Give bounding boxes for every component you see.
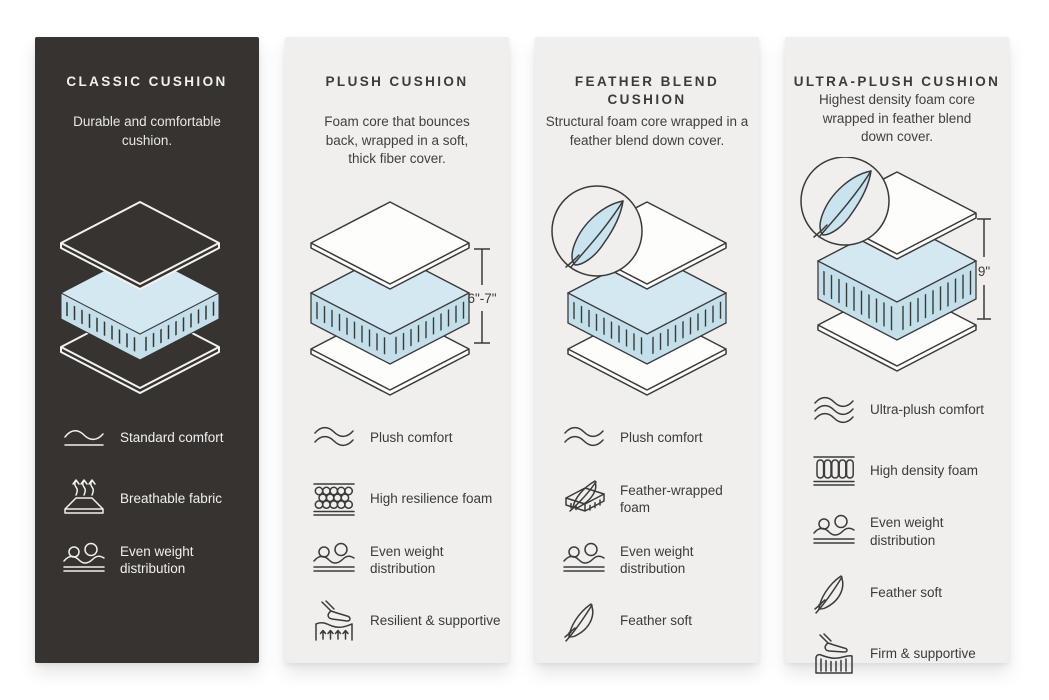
- feather-soft-icon: [561, 600, 607, 642]
- feature-row: [61, 539, 255, 581]
- cushion-diagram: [285, 185, 509, 405]
- feather-soft-icon: [811, 572, 857, 614]
- ultra-plush-comfort-icon: [811, 389, 857, 431]
- feature-row: [61, 478, 255, 520]
- feature-label: Firm & supportive: [870, 645, 976, 661]
- card-title: ULTRA-PLUSH CUSHION: [793, 74, 1001, 89]
- feature-label: Feather soft: [620, 613, 693, 629]
- resilient-supportive-icon: [311, 600, 357, 642]
- cushion-height-label: 6"-7": [467, 291, 497, 306]
- feature-label: Feather-wrapped foam: [620, 482, 723, 515]
- feature-list: [35, 417, 259, 581]
- feather-badge: [801, 157, 889, 245]
- cushion-diagram-with-feather: [535, 185, 759, 405]
- feature-label: Even weight distribution: [620, 543, 694, 576]
- feature-row: [311, 539, 505, 581]
- feature-label: Standard comfort: [120, 430, 224, 446]
- feature-label: Feather soft: [870, 584, 943, 600]
- feature-label: Plush comfort: [370, 430, 453, 446]
- card-classic-cushion: [35, 37, 259, 663]
- firm-supportive-icon: [811, 633, 857, 675]
- card-description: Structural foam core wrapped in a feather blend down cover.: [545, 114, 749, 148]
- feature-row: [61, 417, 255, 459]
- card-title: CLASSIC CUSHION: [66, 74, 228, 89]
- feature-row: [811, 450, 1005, 492]
- high-resilience-foam-icon: [311, 478, 357, 520]
- feature-label: Resilient & supportive: [370, 613, 501, 629]
- cushion-diagram-dark: [35, 185, 259, 405]
- feature-row: [811, 633, 1005, 675]
- feature-row: [311, 478, 505, 520]
- high-density-foam-icon: [811, 450, 857, 492]
- card-ultra-plush-cushion: [785, 37, 1009, 663]
- cushion-comparison-infographic: [35, 37, 1009, 663]
- even-weight-icon: [311, 539, 357, 581]
- even-weight-icon: [61, 539, 107, 581]
- card-description: Foam core that bounces back, wrapped in a soft, thick fiber cover.: [324, 114, 470, 166]
- feature-label: Plush comfort: [620, 430, 703, 446]
- feature-row: [811, 572, 1005, 614]
- card-description: Durable and comfortable cushion.: [73, 114, 221, 148]
- feature-list: [535, 417, 759, 642]
- feature-row: [561, 600, 755, 642]
- comfort-wave-icon: [61, 417, 107, 459]
- cushion-layers-illustration: [285, 185, 509, 405]
- feature-list: [785, 389, 1009, 675]
- even-weight-icon: [561, 539, 607, 581]
- feature-list: [285, 417, 509, 642]
- feature-row: [561, 539, 755, 581]
- cushion-layers-illustration: [535, 185, 759, 405]
- feature-row: [561, 478, 755, 520]
- card-title: FEATHER BLEND CUSHION: [574, 74, 720, 107]
- feature-row: [311, 417, 505, 459]
- feature-label: Even weight distribution: [370, 543, 444, 576]
- feather-badge: [552, 186, 642, 276]
- feature-label: High density foam: [870, 462, 979, 478]
- feature-label: Even weight distribution: [120, 543, 194, 576]
- feature-label: Even weight distribution: [870, 515, 944, 548]
- feature-row: [811, 511, 1005, 553]
- even-weight-icon: [811, 511, 857, 553]
- top-cover-layer: [311, 202, 469, 289]
- feather-wrapped-foam-icon: [561, 478, 607, 520]
- top-cover-layer: [61, 202, 219, 289]
- feature-label: Breathable fabric: [120, 491, 223, 507]
- feature-row: [811, 389, 1005, 431]
- plush-comfort-icon: [561, 417, 607, 459]
- breathable-fabric-icon: [61, 478, 107, 520]
- feature-label: High resilience foam: [370, 491, 493, 507]
- cushion-diagram-with-feather: [785, 157, 1009, 377]
- feature-row: [311, 600, 505, 642]
- cushion-layers-illustration: [35, 185, 259, 405]
- feature-row: [561, 417, 755, 459]
- card-feather-blend-cushion: [535, 37, 759, 663]
- card-plush-cushion: [285, 37, 509, 663]
- card-description: Highest density foam core wrapped in feather blend down cover.: [818, 92, 976, 144]
- card-title: PLUSH CUSHION: [325, 74, 469, 89]
- plush-comfort-icon: [311, 417, 357, 459]
- cushion-layers-illustration: [785, 157, 1009, 377]
- cushion-height-label: 9": [977, 263, 991, 279]
- feature-label: Ultra-plush comfort: [870, 401, 985, 417]
